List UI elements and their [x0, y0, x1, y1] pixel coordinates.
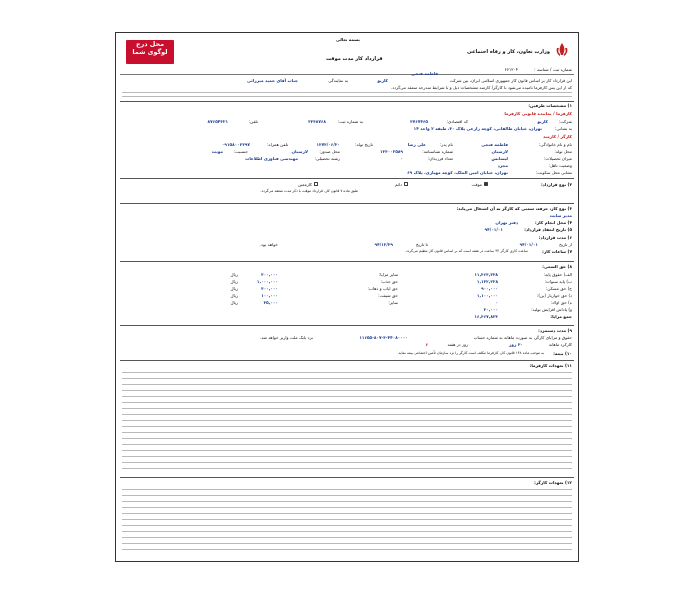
currency-unit: ریال	[230, 293, 238, 298]
education-value: لیسانس	[491, 156, 508, 161]
marital-label: وضعیت تاهل:	[548, 163, 572, 168]
section4-title: ۴) محل انجام کار:	[535, 220, 572, 225]
birth-label: تاریخ تولد:	[355, 142, 373, 147]
currency-unit: ریال	[230, 272, 238, 277]
section-divider	[120, 477, 574, 478]
gender-value: مونث	[211, 149, 223, 154]
weekly-label: روز در هفته	[447, 342, 468, 347]
obligation-paragraph	[122, 500, 572, 503]
from-label: از تاریخ	[559, 242, 572, 247]
id-label: شماره شناسنامه:	[422, 149, 453, 154]
contract-type-temporary-label: موقت	[471, 182, 482, 187]
other-benefits-label: سایر مزایا:	[378, 272, 398, 277]
section6-title: ۶) مدت قرارداد:	[538, 235, 572, 240]
currency-unit: ریال	[230, 300, 238, 305]
attraction-label: حق جذب:	[380, 279, 398, 284]
obligation-paragraph	[122, 443, 572, 446]
marital-value: مجرد	[497, 163, 508, 168]
section-divider	[120, 203, 574, 204]
worker-title: کارگر / کارمند	[542, 134, 572, 139]
total-value: ۱۶,۳۶۷,۸۲۳	[474, 314, 498, 319]
intro-representative: جناب آقای حمید میرزائی	[247, 78, 298, 83]
housing-label: ج) حق مسکن:	[546, 286, 572, 291]
commute-label: حق ایاب و ذهاب:	[367, 286, 398, 291]
ministry-emblem-icon	[554, 42, 570, 58]
bonus-label: و) پاداش افزایش تولید:	[531, 307, 572, 312]
obligation-paragraph	[122, 461, 572, 464]
section4-value: دفتر تهران	[495, 220, 518, 225]
obligation-paragraph	[122, 506, 572, 509]
section9-text: حقوق و مزایای کارگر، به صورت ماهانه به شماره حساب	[473, 335, 572, 340]
bismillah: بسمه تعالی	[336, 37, 360, 42]
contract-type-temporary-checkbox[interactable]	[484, 182, 488, 186]
account-number: ۱۱۶۵۵-۸۰۷-۳-۴۴۰۸۰۰۰۰	[359, 335, 408, 340]
to-value: ۹۴/۱۲/۲۹	[374, 242, 393, 247]
badge-line1: محل درج	[135, 40, 165, 48]
gender-label: جنسیت:	[233, 149, 248, 154]
logo-placeholder-badge	[126, 40, 174, 64]
ministry-name: وزارت تعاون، کار و رفاه اجتماعی	[467, 49, 550, 55]
section8-title: ۸) حق السعی:	[542, 264, 572, 269]
econ-code-value: ۳۷۶۷۴۶۵	[410, 119, 428, 124]
section10-text: به موجب ماده ۱۴۸ قانون کار، کارفرما مکلف است کارگر را نزد سازمان تأمین اجتماعی بیمه نماید.	[397, 351, 544, 355]
contract-type-permanent-checkbox[interactable]	[404, 182, 408, 186]
company-value: کازیو	[537, 119, 548, 124]
obligation-paragraph	[122, 407, 572, 410]
address-label: به نشانی:	[555, 126, 572, 131]
section-divider	[120, 325, 574, 326]
intro-paragraph	[122, 95, 572, 98]
wage-base-label: الف) حقوق پایه:	[543, 272, 572, 277]
phone-value: ۸۷۶۵۴۳۲۱	[207, 119, 228, 124]
obligation-paragraph	[122, 383, 572, 386]
seniority-value: ۱,۱۲۲,۲۲۸	[476, 279, 498, 284]
obligation-paragraph	[122, 389, 572, 392]
contract-type-permanent-label: دائم	[395, 182, 402, 187]
food-allowance-value: ۱,۱۰۰,۰۰۰	[476, 293, 498, 298]
name-value: فاطمه فتحی	[481, 142, 508, 147]
section-divider	[120, 101, 574, 102]
contract-number-label: شماره ثبت / شناسه :	[534, 67, 572, 72]
father-value: علی رضا	[407, 142, 426, 147]
section12-title: ۱۲) تعهدات کارگر:	[534, 480, 572, 485]
obligation-paragraph	[122, 449, 572, 452]
section1-title: ۱) مشخصات طرفین:	[528, 103, 572, 108]
econ-code-label: کد اقتصادی:	[446, 119, 468, 124]
section7-title: ۷) ساعات کار:	[542, 249, 572, 254]
employer-title: کارفرما / نماینده قانونی کارفرما	[504, 111, 572, 116]
worker-address-value: تهران، خیابان امین الملک، کوچه مهیاری، پلاک ۶۹	[407, 170, 508, 175]
total-label: جمع مزایا:	[550, 314, 572, 319]
intro-employer: کازیو	[377, 78, 388, 83]
section3-value: مدیر سایت	[549, 213, 572, 218]
father-label: نام پدر:	[439, 142, 453, 147]
obligation-paragraph	[122, 548, 572, 551]
education-label: میزان تحصیلات:	[543, 156, 572, 161]
commute-value: ۳۰۰,۰۰۰	[261, 286, 278, 291]
obligation-paragraph	[122, 518, 572, 521]
obligation-paragraph	[122, 377, 572, 380]
child-allowance-value: ۰	[495, 300, 498, 305]
wage-base-value: ۱۱,۳۶۳,۳۳۸	[474, 272, 498, 277]
to-end-label: خواهد بود.	[259, 242, 278, 247]
contract-type-note: طبق ماده ۷ قانون کار، قرارداد موقت با ذکر مدت منعقد می‌گردد.	[260, 189, 358, 193]
name-label: نام و نام خانوادگی:	[538, 142, 572, 147]
section2-title: ۲) نوع قرارداد:	[540, 182, 572, 187]
obligation-paragraph	[122, 524, 572, 527]
badge-line2: لوگوی شما	[132, 48, 168, 56]
section3-title: ۳) نوع کار، حرفه، سمتی که کارگر به آن اشتغال می‌یابد:	[456, 206, 572, 211]
obligation-paragraph	[122, 455, 572, 458]
misc-value: ۲۵,۰۰۰	[263, 300, 278, 305]
attraction-value: ۱,۰۰۰,۰۰۰	[256, 279, 278, 284]
shift-label: حق شیفت:	[378, 293, 398, 298]
birth-place-label: محل تولد:	[554, 149, 572, 154]
birth-place-value: لارستان	[491, 149, 508, 154]
obligation-paragraph	[122, 395, 572, 398]
major-value: مهندسی فناوری اطلاعات	[245, 156, 298, 161]
intro-paragraph	[122, 91, 572, 94]
divider	[120, 74, 574, 75]
intro-line2: که از این پس کارفرما نامیده می‌شود با کارگر/ کارمند مشخصات ذیل و با شرایط مندرجه منعقد می‌گردد.	[390, 85, 572, 90]
obligation-paragraph	[122, 401, 572, 404]
obligation-paragraph	[122, 512, 572, 515]
obligation-paragraph	[122, 413, 572, 416]
id-value: ۱۳۳۰۰۲۵۸۹	[379, 149, 403, 154]
obligation-paragraph	[122, 536, 572, 539]
from-value: ۹۴/۰۱/۰۱	[519, 242, 538, 247]
section5-value: ۹۴/۰۱/۰۱	[484, 227, 503, 232]
section-divider	[120, 178, 574, 179]
section10-title: ۱۰) بیمه:	[553, 351, 572, 356]
food-allowance-label: د) حق خواربار (بن):	[536, 293, 572, 298]
housing-value: ۹۰۰,۰۰۰	[481, 286, 498, 291]
section7-text: ساعت کاری کارگر ۴۴ ساعت در هفته است که بر اساس قانون کار تنظیم می‌گردد.	[404, 249, 528, 253]
obligation-paragraph	[122, 371, 572, 374]
mobile-value: ۰۹۱۵۸۰۰۳۲۹۷	[221, 142, 250, 147]
section9-title: ۹) مدت دستمزد:	[538, 328, 572, 333]
children-label: تعداد فرزندان:	[427, 156, 453, 161]
children-value: ۰	[400, 156, 403, 161]
issue-place-value: لارستان	[291, 149, 308, 154]
days-label: کارکرد ماهانه	[548, 342, 572, 347]
contract-document	[115, 32, 579, 562]
days-value: ۳۰ روز	[508, 342, 523, 347]
obligation-paragraph	[122, 437, 572, 440]
other-benefits-value: ۲۰۰,۰۰۰	[261, 272, 278, 277]
intro-line1: این قرارداد کار بر اساس قانون کار جمهوری اسلامی ایران، بین شرکت	[449, 78, 572, 83]
bonus-value: ۲۰,۰۰۰	[483, 307, 498, 312]
contract-type-fixed-label: کارمعین	[297, 182, 312, 187]
obligation-paragraph	[122, 419, 572, 422]
birth-value: ۱۳۷۳/۰۶/۲۰	[316, 142, 340, 147]
currency-unit: ریال	[230, 279, 238, 284]
issue-place-label: محل صدور:	[319, 149, 340, 154]
child-allowance-label: ه) حق اولاد:	[550, 300, 572, 305]
obligation-paragraph	[122, 431, 572, 434]
obligation-paragraph	[122, 542, 572, 545]
currency-unit: ریال	[230, 286, 238, 291]
seniority-label: ب) پایه سنوات:	[544, 279, 572, 284]
phone-label: تلفن:	[248, 119, 258, 124]
obligation-paragraph	[122, 494, 572, 497]
major-label: رشته تحصیلی:	[314, 156, 340, 161]
obligation-paragraph	[122, 488, 572, 491]
misc-label: سایر:	[388, 300, 398, 305]
section5-title: ۵) تاریخ انعقاد قرارداد:	[524, 227, 572, 232]
weekly-value: ۶	[425, 342, 428, 347]
worker-address-label: نشانی محل سکونت:	[535, 170, 572, 175]
shift-value: ۱۰۰,۰۰۰	[261, 293, 278, 298]
section11-title: ۱۱) تعهدات کارفرما:	[529, 363, 572, 368]
to-label: تا تاریخ	[415, 242, 428, 247]
obligation-paragraph	[122, 467, 572, 470]
obligation-paragraph	[122, 530, 572, 533]
reg-no-value: ۳۳۳۸۷۶۸	[308, 119, 326, 124]
contract-type-fixed-checkbox[interactable]	[314, 182, 318, 186]
bank-name: نزد بانک ملت واریز خواهد شد.	[259, 335, 313, 340]
intro-worker: فاطمه فتحی	[411, 71, 438, 76]
obligation-paragraph	[122, 425, 572, 428]
section-divider	[120, 261, 574, 262]
reg-no-label: به شماره ثبت:	[337, 119, 363, 124]
mobile-label: تلفن همراه:	[267, 142, 288, 147]
contract-number: ۶۶۱۲۰۴	[504, 67, 518, 72]
intro-to-label: به نمایندگی	[328, 78, 348, 83]
company-label: شرکت:	[558, 119, 572, 124]
address-value: تهران، خیابان طالقانی، کوچه زارعی پلاک ۳۰، طبقه ۲ واحد ۱۴	[413, 126, 542, 131]
contract-title: قرارداد کار مدت موقت	[326, 56, 383, 62]
section-divider	[120, 360, 574, 361]
